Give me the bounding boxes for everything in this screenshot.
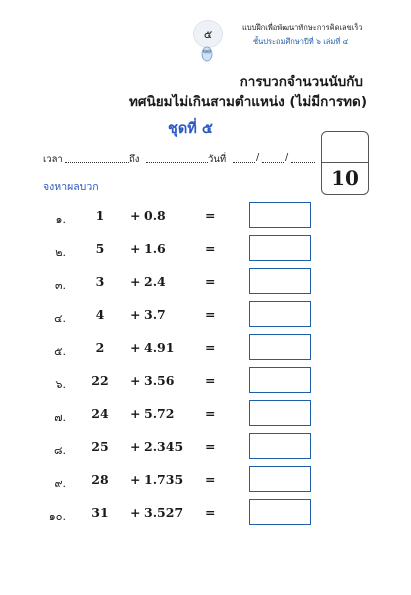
problem-number: ๔.	[54, 312, 66, 325]
plus-sign: +	[130, 373, 141, 388]
first-addend: 1	[95, 208, 105, 223]
problem-number: ๕.	[54, 345, 66, 358]
equals-sign: =	[205, 340, 216, 355]
answer-box[interactable]	[249, 202, 311, 228]
date-separator-1: /	[256, 152, 260, 163]
day-blank[interactable]	[233, 162, 255, 163]
answer-box[interactable]	[249, 466, 311, 492]
plus-sign: +	[130, 472, 141, 487]
to-label: ถึง	[129, 154, 140, 165]
problem-row	[0, 334, 411, 362]
problem-row	[0, 268, 411, 296]
problem-row	[0, 499, 411, 527]
time-start-blank[interactable]	[65, 162, 129, 163]
equals-sign: =	[205, 373, 216, 388]
equals-sign: =	[205, 505, 216, 520]
second-addend: 1.735	[144, 472, 184, 487]
time-label: เวลา	[43, 154, 63, 165]
equals-sign: =	[205, 208, 216, 223]
score-total: 10	[331, 166, 359, 190]
equals-sign: =	[205, 274, 216, 289]
equals-sign: =	[205, 241, 216, 256]
problem-number: ๗.	[54, 411, 66, 424]
month-blank[interactable]	[262, 162, 284, 163]
second-addend: 2.345	[144, 439, 184, 454]
second-addend: 3.7	[144, 307, 166, 322]
answer-box[interactable]	[249, 499, 311, 525]
answer-box[interactable]	[249, 235, 311, 261]
owl-icon	[200, 44, 214, 62]
equals-sign: =	[205, 406, 216, 421]
first-addend: 31	[91, 505, 109, 520]
first-addend: 5	[95, 241, 105, 256]
instruction-text: จงหาผลบวก	[43, 181, 99, 193]
worksheet-title-line1: การบวกจำนวนนับกับ	[239, 74, 363, 90]
plus-sign: +	[130, 505, 141, 520]
book-series-title: แบบฝึกเพื่อพัฒนาทักษะการคิดเลขเร็ว	[242, 23, 363, 32]
time-date-line	[43, 152, 315, 166]
second-addend: 3.527	[144, 505, 184, 520]
plus-sign: +	[130, 439, 141, 454]
answer-box[interactable]	[249, 334, 311, 360]
score-divider	[322, 162, 368, 163]
problem-row	[0, 433, 411, 461]
second-addend: 0.8	[144, 208, 166, 223]
worksheet-title-line2: ทศนิยมไม่เกินสามตำแหน่ง (ไม่มีการทด)	[129, 94, 367, 110]
equals-sign: =	[205, 439, 216, 454]
answer-box[interactable]	[249, 367, 311, 393]
plus-sign: +	[130, 208, 141, 223]
equals-sign: =	[205, 307, 216, 322]
year-blank[interactable]	[291, 162, 315, 163]
plus-sign: +	[130, 307, 141, 322]
answer-box[interactable]	[249, 400, 311, 426]
problem-number: ๓.	[54, 279, 66, 292]
problem-row	[0, 235, 411, 263]
problem-row	[0, 466, 411, 494]
problem-row	[0, 400, 411, 428]
second-addend: 2.4	[144, 274, 166, 289]
problem-number: ๑๐.	[48, 510, 66, 523]
first-addend: 28	[91, 472, 109, 487]
problem-number: ๑.	[55, 213, 66, 226]
second-addend: 1.6	[144, 241, 166, 256]
plus-sign: +	[130, 241, 141, 256]
first-addend: 4	[95, 307, 105, 322]
problem-number: ๖.	[55, 378, 66, 391]
first-addend: 2	[95, 340, 105, 355]
equals-sign: =	[205, 472, 216, 487]
date-separator-2: /	[285, 152, 289, 163]
problem-row	[0, 367, 411, 395]
second-addend: 4.91	[144, 340, 175, 355]
score-box[interactable]	[321, 131, 369, 195]
plus-sign: +	[130, 406, 141, 421]
problem-row	[0, 202, 411, 230]
answer-box[interactable]	[249, 301, 311, 327]
answer-box[interactable]	[249, 433, 311, 459]
problem-row	[0, 301, 411, 329]
time-end-blank[interactable]	[146, 162, 208, 163]
first-addend: 3	[95, 274, 105, 289]
first-addend: 25	[91, 439, 109, 454]
second-addend: 5.72	[144, 406, 175, 421]
set-title: ชุดที่ ๕	[168, 121, 213, 137]
plus-sign: +	[130, 340, 141, 355]
problem-number: ๒.	[55, 246, 66, 259]
first-addend: 24	[91, 406, 109, 421]
second-addend: 3.56	[144, 373, 175, 388]
problem-number: ๙.	[54, 477, 66, 490]
first-addend: 22	[91, 373, 109, 388]
plus-sign: +	[130, 274, 141, 289]
answer-box[interactable]	[249, 268, 311, 294]
grade-volume-label: ชั้นประถมศึกษาปีที่ ๖ เล่มที่ ๔	[253, 37, 349, 46]
date-label: วันที่	[208, 154, 227, 165]
problem-number: ๘.	[54, 444, 66, 457]
page-number-badge: ๕	[193, 20, 223, 48]
